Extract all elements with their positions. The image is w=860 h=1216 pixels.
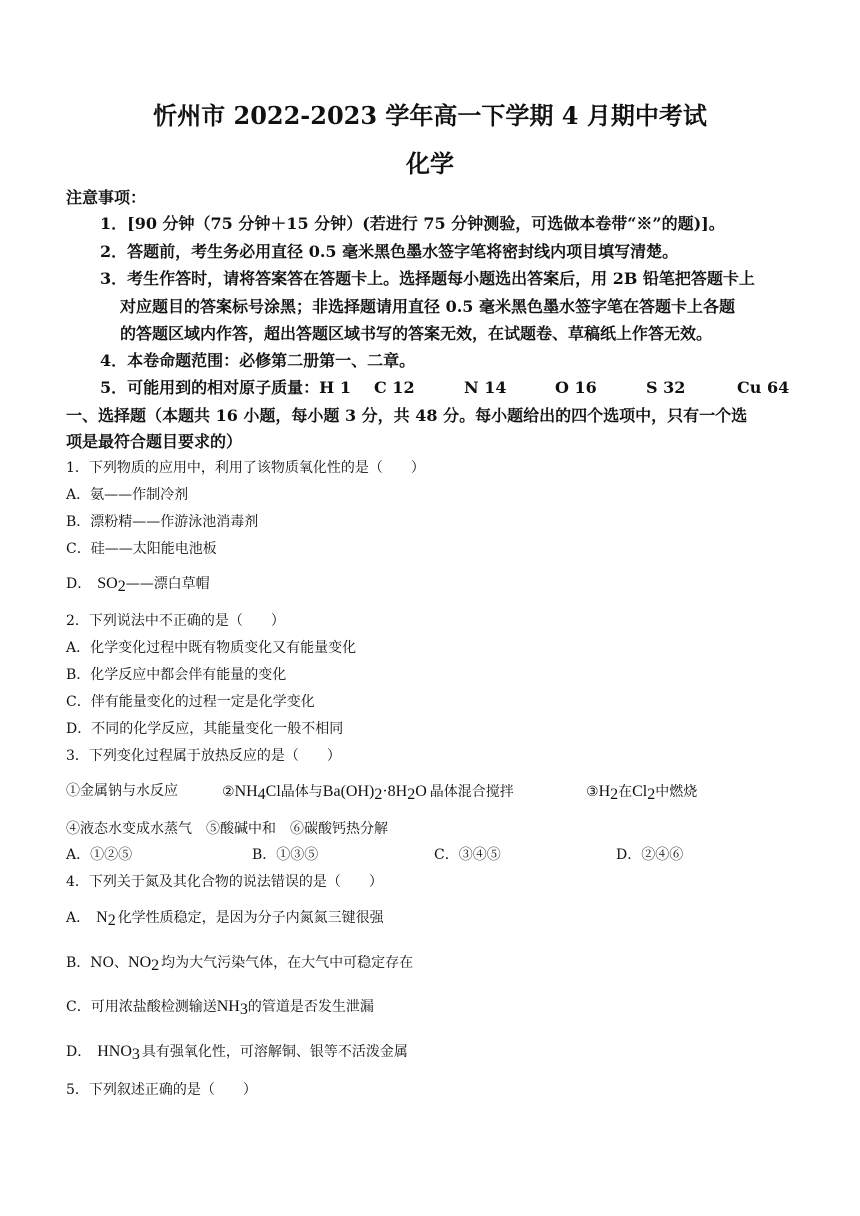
q4-option-a: A． $N_2$ 化学性质稳定，是因为分子内氮氮三键很强 [66, 909, 384, 929]
mass-c: C 12 [374, 378, 415, 397]
mass-cu: Cu 64 [737, 378, 790, 397]
q2-stem: 2．下列说法中不正确的是（ ） [66, 613, 285, 629]
mass-o: O 16 [555, 378, 597, 397]
q3-item-2: $②NH_4Cl$晶体与$Ba(OH)_2\cdot 8H_2O$ 晶体混合搅拌 [222, 783, 514, 803]
q1-option-b: B．漂粉精——作游泳池消毒剂 [66, 514, 259, 530]
q2-option-b: B．化学反应中都会伴有能量的变化 [66, 667, 287, 683]
note-3-line-1: 3．考生作答时，请将答案答在答题卡上。选择题每小题选出答案后，用 2B 铅笔把答题卡上 [100, 269, 755, 288]
note-4: 4．本卷命题范围：必修第二册第一、二章。 [100, 351, 416, 370]
q1-option-d: D． $SO_2——$漂白草帽 [66, 575, 210, 595]
q3-option-c: C．③④⑤ [434, 847, 501, 863]
q2-option-d: D．不同的化学反应，其能量变化一般不相同 [66, 721, 344, 737]
q2-option-a: A．化学变化过程中既有物质变化又有能量变化 [66, 640, 357, 656]
q1-stem: 1．下列物质的应用中，利用了该物质氧化性的是（ ） [66, 460, 425, 476]
q3-option-d: D．②④⑥ [616, 847, 684, 863]
q3-stem: 3．下列变化过程属于放热反应的是（ ） [66, 748, 341, 764]
note-5 [100, 380, 800, 400]
note-5-label: 5．可能用到的相对原子质量：H 1 [100, 378, 351, 397]
q1-option-a: A．氨——作制冷剂 [66, 487, 189, 503]
subject-title: 化学 [406, 149, 454, 178]
q3-item-1: ①金属钠与水反应 [66, 783, 178, 799]
mass-n: N 14 [464, 378, 507, 397]
q2-option-c: C．伴有能量变化的过程一定是化学变化 [66, 694, 315, 710]
note-3-line-2: 对应题目的答案标号涂黑；非选择题请用直径 0.5 毫米黑色墨水签字笔在答题卡上各题 [120, 297, 735, 316]
q3-option-b: B．①③⑤ [252, 847, 319, 863]
q4-option-c: C．可用浓盐酸检测输送$NH_3$的管道是否发生泄漏 [66, 998, 374, 1018]
note-2: 2．答题前，考生务必用直径 0.5 毫米黑色墨水签字笔将密封线内项目填写清楚。 [100, 242, 679, 261]
q4-option-b: B．NO、$NO_2$ 均为大气污染气体，在大气中可稳定存在 [66, 954, 414, 974]
mass-s: S 32 [646, 378, 686, 397]
q3-items-row-2: ④液态水变成水蒸气 ⑤酸碱中和 ⑥碳酸钙热分解 [66, 821, 388, 837]
q3-options [66, 848, 786, 868]
section-1-heading-line-2: 项是最符合题目要求的） [66, 432, 243, 451]
q3-items-row-1 [66, 784, 786, 806]
q4-option-d: D． $HNO_3$ 具有强氧化性，可溶解铜、银等不活泼金属 [66, 1043, 408, 1063]
q3-option-a: A．①②⑤ [66, 847, 133, 863]
exam-title: 忻州市 2022-2023 学年高一下学期 4 月期中考试 [153, 101, 707, 130]
note-3-line-3: 的答题区域内作答，超出答题区域书写的答案无效，在试题卷、草稿纸上作答无效。 [120, 324, 713, 343]
q3-item-3: $③H_2$在$Cl_2$中燃烧 [586, 783, 698, 803]
q1-option-c: C．硅——太阳能电池板 [66, 541, 217, 557]
section-1-heading-line-1: 一、选择题（本题共 16 小题，每小题 3 分，共 48 分。每小题给出的四个选项中，只有一个选 [66, 406, 748, 425]
note-1: 1．[90 分钟（75 分钟＋15 分钟）(若进行 75 分钟测验，可选做本卷带“※”的题)]。 [100, 214, 725, 233]
q5-stem: 5．下列叙述正确的是（ ） [66, 1082, 257, 1098]
notes-heading: 注意事项： [66, 188, 147, 207]
q4-stem: 4．下列关于氮及其化合物的说法错误的是（ ） [66, 874, 383, 890]
